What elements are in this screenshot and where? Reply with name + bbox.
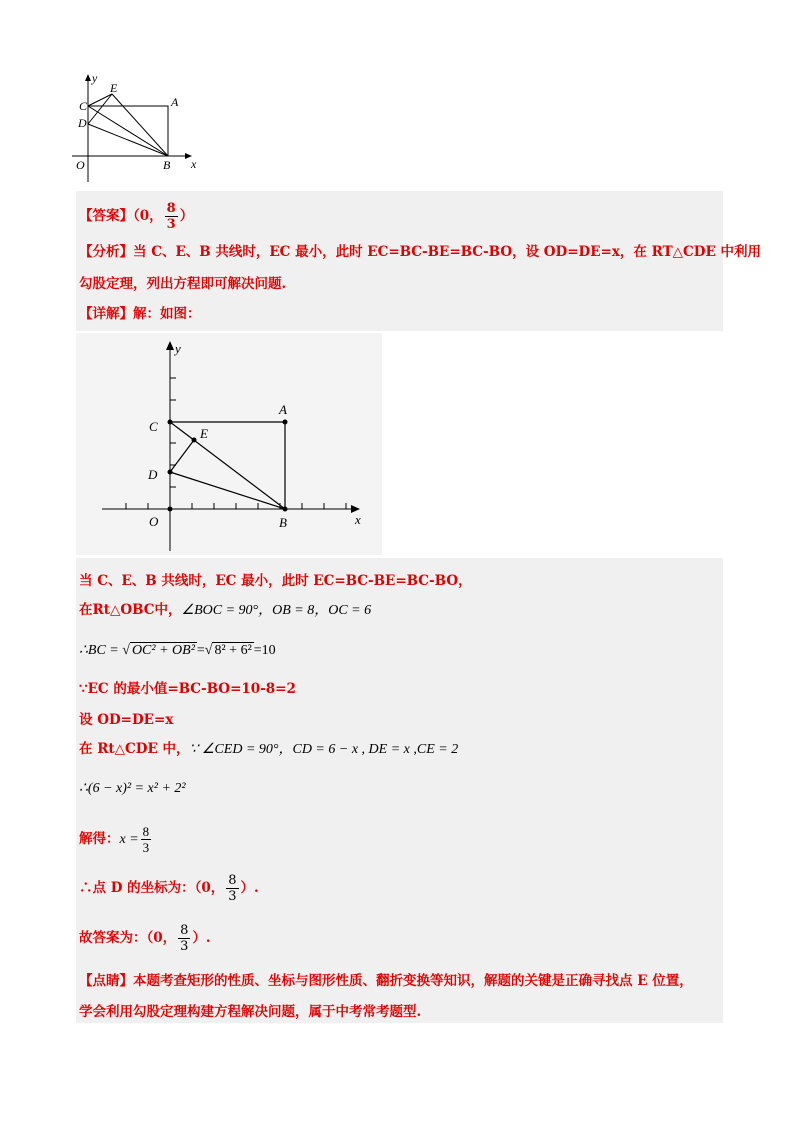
- answer-fraction: [165, 201, 178, 232]
- step-4: ∵EC 的最小值=BC-BO=10-8=2: [79, 681, 296, 697]
- fig2-label-x: x: [355, 512, 361, 527]
- analysis-tag: 【分析】: [79, 244, 133, 260]
- fig2-label-E: E: [200, 426, 208, 441]
- analysis-line-2: 勾股定理，列出方程即可解决问题.: [79, 276, 287, 292]
- fig1-label-y: y: [92, 72, 98, 85]
- figure-1-diagram: [72, 72, 202, 184]
- step-1: 当 C、E、B 共线时，EC 最小，此时 EC=BC-BE=BC-BO，: [79, 573, 472, 589]
- step-8: [79, 823, 153, 856]
- fig2-label-D: D: [148, 467, 158, 482]
- comment-line-1: [79, 972, 693, 990]
- step-3-pre: ∴BC =: [79, 643, 119, 658]
- answer-line: [79, 201, 193, 232]
- step-9-numerator: 8: [228, 873, 237, 888]
- fig1-label-B: B: [163, 158, 171, 172]
- step-2-math: ∠BOC = 90°，OB = 8，OC = 6: [181, 603, 372, 618]
- fig2-label-O: O: [149, 514, 159, 529]
- fig1-label-A: A: [171, 95, 179, 109]
- step-6-red: 在 Rt△CDE 中，: [79, 741, 190, 757]
- detail-tag: 【详解】: [79, 306, 133, 322]
- radical-2: √ 8² + 6²: [204, 643, 252, 658]
- step-3-post: =10: [253, 643, 276, 658]
- radical-1-content: OC² + OB²: [131, 643, 195, 658]
- step-9-fraction: [226, 873, 238, 904]
- step-8-numerator: 8: [142, 824, 150, 839]
- step-10-pre: 故答案为：（0，: [79, 930, 177, 946]
- step-8-fraction: [141, 824, 152, 855]
- fig1-label-O: O: [76, 158, 85, 172]
- fig2-label-C: C: [149, 419, 158, 434]
- fig1-label-x: x: [191, 157, 197, 171]
- radical-2-content: 8² + 6²: [214, 643, 252, 658]
- analysis-line-1: [79, 243, 761, 261]
- detail-text: 解：如图：: [133, 306, 201, 322]
- answer-numerator: 8: [166, 201, 176, 216]
- answer-tag: 【答案】: [79, 208, 133, 224]
- step-7: ∴(6 − x)² = x² + 2²: [79, 781, 186, 796]
- step-9-post: ）.: [240, 880, 259, 896]
- answer-post: ）: [179, 208, 194, 224]
- fig2-label-B: B: [279, 515, 287, 530]
- step-2-red: 在Rt△OBC中，: [79, 602, 182, 618]
- fig2-label-y: y: [175, 341, 181, 356]
- comment-tag: 【点睛】: [79, 973, 133, 989]
- fig1-label-C: C: [79, 99, 88, 113]
- step-3-eq: =: [196, 643, 205, 658]
- step-10-denominator: 3: [180, 939, 189, 954]
- step-6: [79, 740, 458, 759]
- step-6-math: ∵ ∠CED = 90°，CD = 6 − x , DE = x ,CE = 2: [189, 742, 459, 757]
- step-10: [79, 922, 211, 954]
- step-3: [79, 640, 276, 662]
- step-8-red: 解得：: [79, 831, 120, 847]
- step-2: [79, 601, 371, 620]
- fig1-label-E: E: [110, 81, 118, 95]
- figure-2-diagram: [76, 333, 382, 555]
- step-10-numerator: 8: [180, 923, 189, 938]
- fig1-label-D: D: [78, 116, 87, 130]
- analysis-text-1: 当 C、E、B 共线时，EC 最小，此时 EC=BC-BE=BC-BO，设 OD=DE=x，在 RT△CDE 中利用: [133, 244, 761, 260]
- step-9-pre: ∴点 D 的坐标为：（0，: [79, 880, 225, 896]
- step-5: 设 OD=DE=x: [79, 712, 174, 728]
- step-9-denominator: 3: [228, 889, 237, 904]
- answer-denominator: 3: [166, 217, 176, 232]
- step-9: [79, 872, 259, 904]
- answer-pre: （0，: [133, 208, 163, 224]
- step-8-denominator: 3: [142, 840, 150, 855]
- radical-1: √ OC² + OB²: [122, 643, 195, 658]
- comment-line-2: 学会利用勾股定理构建方程解决问题，属于中考常考题型.: [79, 1004, 422, 1020]
- step-10-fraction: [178, 923, 190, 954]
- fig2-label-A: A: [279, 402, 287, 417]
- comment-text-1: 本题考查矩形的性质、坐标与图形性质、翻折变换等知识，解题的关键是正确寻找点 E 位置，: [133, 973, 693, 989]
- detail-line: [79, 305, 201, 323]
- step-8-pre: x =: [119, 832, 139, 847]
- step-10-post: ）.: [192, 930, 211, 946]
